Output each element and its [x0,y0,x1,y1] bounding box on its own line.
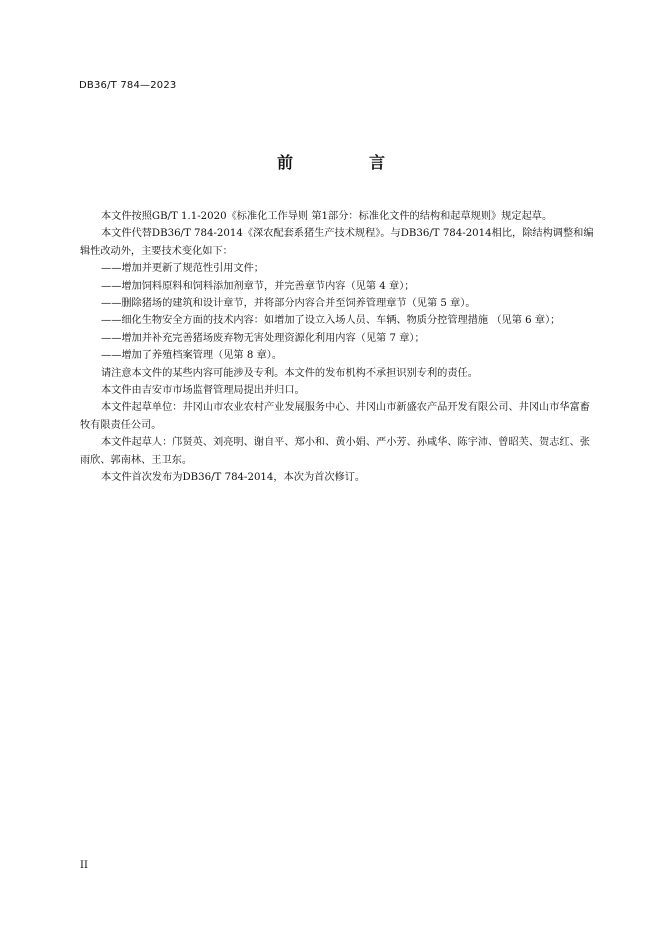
page-number: II [80,860,88,871]
page-title: 前 言 [276,153,415,172]
change-item: ——删除猪场的建筑和设计章节，并将部分内容合并至饲养管理章节（见第 5 章）。 [101,298,476,310]
paragraph-drafting-units: 本文件起草单位：井冈山市农业农村产业发展服务中心、井冈山市新盛农产品开发有限公司、井冈山市华富畜牧有限责任公司。 [80,402,590,431]
standard-code: DB36/T 784—2023 [79,80,177,91]
paragraph-replacement: 本文件代替DB36/T 784-2014《深农配套系猪生产技术规程》。与DB36/T 784-2014相比，除结构调整和编辑性改动外，主要技术变化如下： [80,228,594,257]
change-list [80,260,600,364]
change-item: ——增加饲料原料和饲料添加剂章节，并完善章节内容（见第 4 章）； [101,280,415,292]
paragraph-drafters: 本文件起草人：邝贤英、刘亮明、谢自平、郑小和、黄小娟、严小芳、孙咸华、陈宇沛、曾昭芙、贺志红、张雨欣、郭南林、王卫东。 [80,437,590,466]
paragraph-history: 本文件首次发布为DB36/T 784-2014，本次为首次修订。 [101,472,366,484]
change-item: ——增加了养殖档案管理（见第 8 章）。 [101,350,283,362]
change-item: ——细化生物安全方面的技术内容：如增加了设立入场人员、车辆、物质分控管理措施 （见第 6 章）； [101,315,561,327]
paragraph-drafting-rules: 本文件按照GB/T 1.1-2020《标准化工作导则 第1部分：标准化文件的结构和起草规则》规定起草。 [101,211,553,222]
foreword-body [80,208,600,487]
change-item: ——增加并更新了规范性引用文件； [101,263,264,275]
paragraph-patent-notice: 请注意本文件的某些内容可能涉及专利。本文件的发布机构不承担识别专利的责任。 [101,367,478,379]
change-item: ——增加并补充完善猪场废弃物无害处理资源化利用内容（见第 7 章）； [101,332,425,344]
paragraph-proposer: 本文件由吉安市市场监督管理局提出并归口。 [101,385,305,397]
